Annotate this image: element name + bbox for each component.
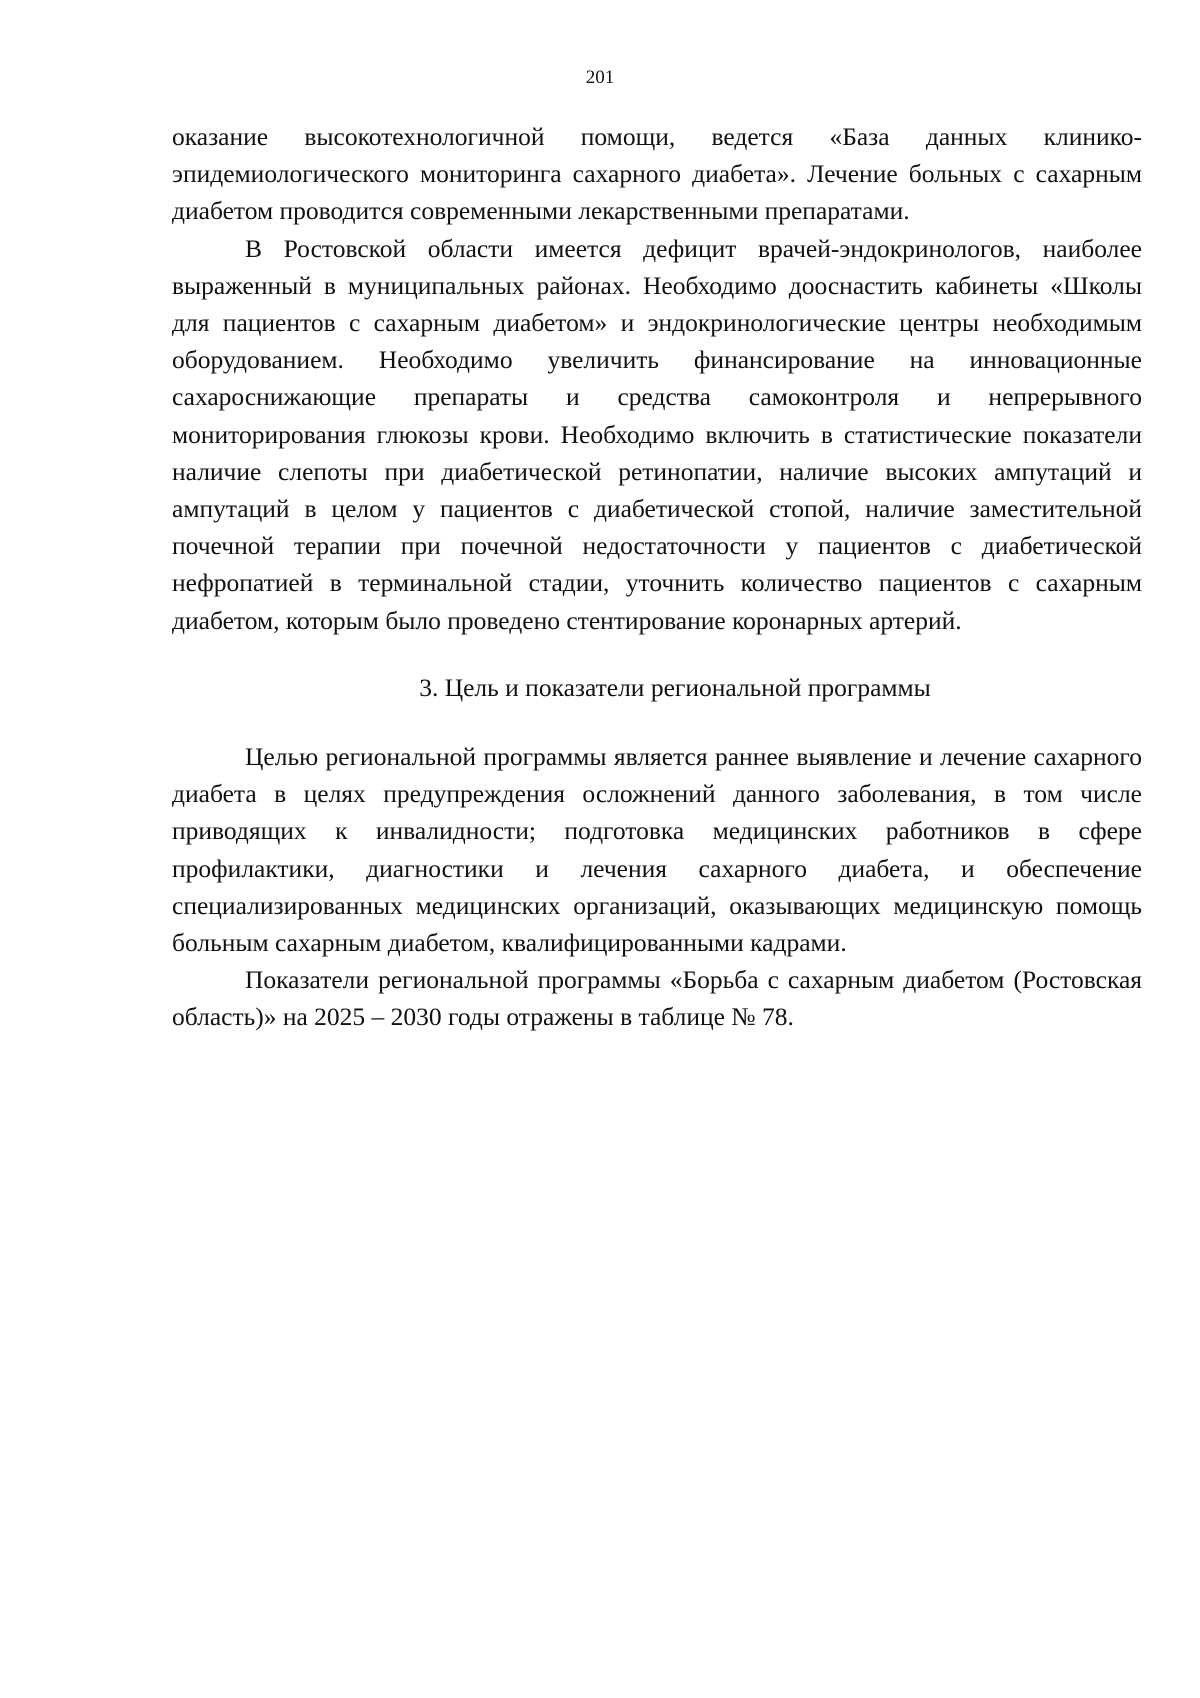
section-heading-text: 3. Цель и показатели региональной программы	[419, 672, 931, 702]
paragraph-continuation: оказание высокотехнологичной помощи, ведется «База данных клинико-эпидемиологического мониторинга сахарного диабета». Лечение больных с сахарным диабетом проводится современными лекарственными препаратами.	[172, 122, 1142, 226]
paragraph-endocrinologist-deficit: В Ростовской области имеется дефицит врачей-эндокринологов, наиболее выраженный в муниципальных районах. Необходимо дооснастить кабинеты «Школы для пациентов с сахарным диабетом» и эндокринологические центры необходимым оборудованием. Необходимо увеличить финансирование на инновационные сахароснижающие препараты и средства самоконтроля и непрерывного мониторирования глюкозы крови. Необходимо включить в статистические показатели наличие слепоты при диабетической ретинопатии, наличие высоких ампутаций и ампутаций в целом у пациентов с диабетической стопой, наличие заместительной почечной терапии при почечной недостаточности у пациентов с диабетической нефропатией в терминальной стадии, уточнить количество пациентов с сахарным диабетом, которым было проведено стентирование коронарных артерий.	[172, 233, 1142, 635]
page-number: 201	[585, 67, 615, 88]
paragraph-program-goal: Целью региональной программы является раннее выявление и лечение сахарного диабета в целях предупреждения осложнений данного заболевания, в том числе приводящих к инвалидности; подготовка медицинских работников в сфере профилактики, диагностики и лечения сахарного диабета, и обеспечение специализированных медицинских организаций, оказывающих медицинскую помощь больным сахарным диабетом, квалифицированными кадрами.	[172, 742, 1142, 958]
document-body	[172, 118, 1142, 1036]
section-heading	[172, 669, 1142, 706]
paragraph-program-indicators: Показатели региональной программы «Борьба с сахарным диабетом (Ростовская область)» на 2025 – 2030 годы отражены в таблице № 78.	[172, 965, 1142, 1032]
